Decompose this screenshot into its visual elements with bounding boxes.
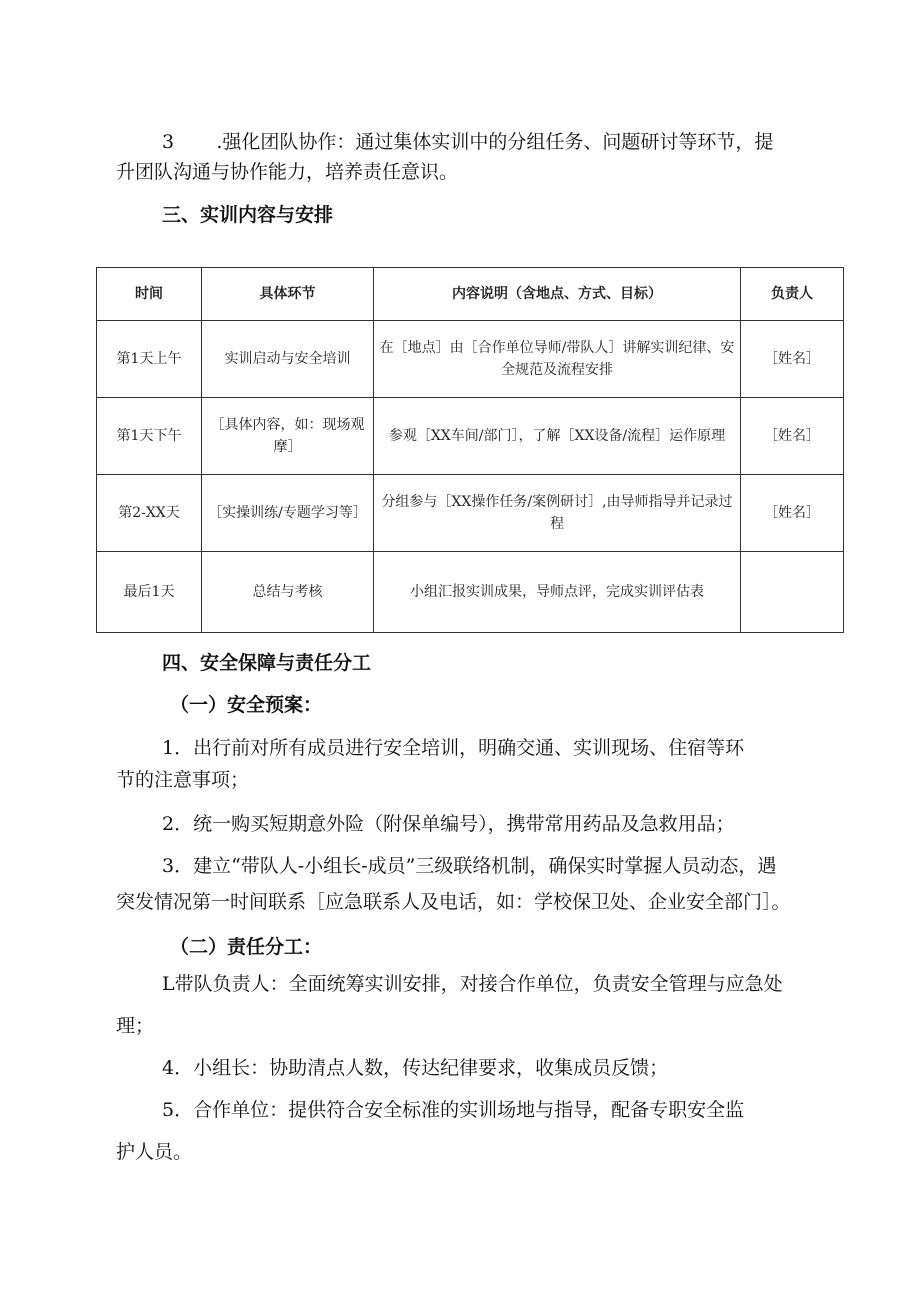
table-header-row [97,268,844,321]
cell-step: 总结与考核 [202,552,374,633]
table-header-time: 时间 [97,268,202,321]
cell-description: 分组参与［XX操作任务/案例研讨］,由导师指导并记录过程 [374,475,741,552]
responsibility-subheading: （二）责任分工： [170,936,323,958]
cell-step: 实训启动与安全培训 [202,321,374,398]
table-header-owner: 负责人 [741,268,844,321]
responsibility-item-1-line2: 理； [116,1015,155,1037]
cell-step: ［具体内容，如：现场观摩］ [202,398,374,475]
section4-heading: 四、安全保障与责任分工 [162,652,372,674]
schedule-table [96,267,844,633]
cell-owner: ［姓名］ [741,475,844,552]
responsibility-item-3-line1: 5．合作单位：提供符合安全标准的实训场地与指导，配备专职安全监 [162,1099,745,1121]
table-header-step: 具体环节 [202,268,374,321]
section3-heading: 三、实训内容与安排 [162,204,334,226]
cell-owner: ［姓名］ [741,321,844,398]
safety-item-1-line2: 节的注意事项； [116,769,250,791]
table-row [97,475,844,552]
table-row [97,398,844,475]
table-row [97,321,844,398]
responsibility-item-3-line2: 护人员。 [116,1141,193,1163]
safety-item-3-line2: 突发情况第一时间联系［应急联系人及电话，如：学校保卫处、企业安全部门］。 [116,891,791,913]
responsibility-item-1-line1: L带队负责人：全面统筹实训安排，对接合作单位，负责安全管理与应急处 [162,973,783,995]
cell-step: ［实操训练/专题学习等］ [202,475,374,552]
cell-description: 小组汇报实训成果，导师点评，完成实训评估表 [374,552,741,633]
cell-time: 第2-XX天 [97,475,202,552]
cell-description: 参观［XX车间/部门］，了解［XX设备/流程］运作原理 [374,398,741,475]
safety-item-3-line1: 3．建立“带队人-小组长-成员”三级联络机制，确保实时掌握人员动态，遇 [162,855,777,877]
cell-owner [741,552,844,633]
safety-item-1-line1: 1．出行前对所有成员进行安全培训，明确交通、实训现场、住宿等环 [162,737,745,759]
intro-item-3-line2: 升团队沟通与协作能力，培养责任意识。 [116,161,459,183]
table-header-description: 内容说明（含地点、方式、目标） [374,268,741,321]
safety-item-2: 2．统一购买短期意外险（附保单编号），携带常用药品及急救用品； [162,813,735,835]
cell-owner: ［姓名］ [741,398,844,475]
cell-time: 最后1天 [97,552,202,633]
safety-plan-subheading: （一）安全预案： [170,694,323,716]
cell-time: 第1天上午 [97,321,202,398]
intro-item-3-line1: 3 .强化团队协作：通过集体实训中的分组任务、问题研讨等环节，提 [162,131,774,153]
cell-time: 第1天下午 [97,398,202,475]
cell-description: 在［地点］由［合作单位导师/带队人］讲解实训纪律、安全规范及流程安排 [374,321,741,398]
responsibility-item-2: 4．小组长：协助清点人数，传达纪律要求，收集成员反馈； [162,1057,669,1079]
table-row [97,552,844,633]
